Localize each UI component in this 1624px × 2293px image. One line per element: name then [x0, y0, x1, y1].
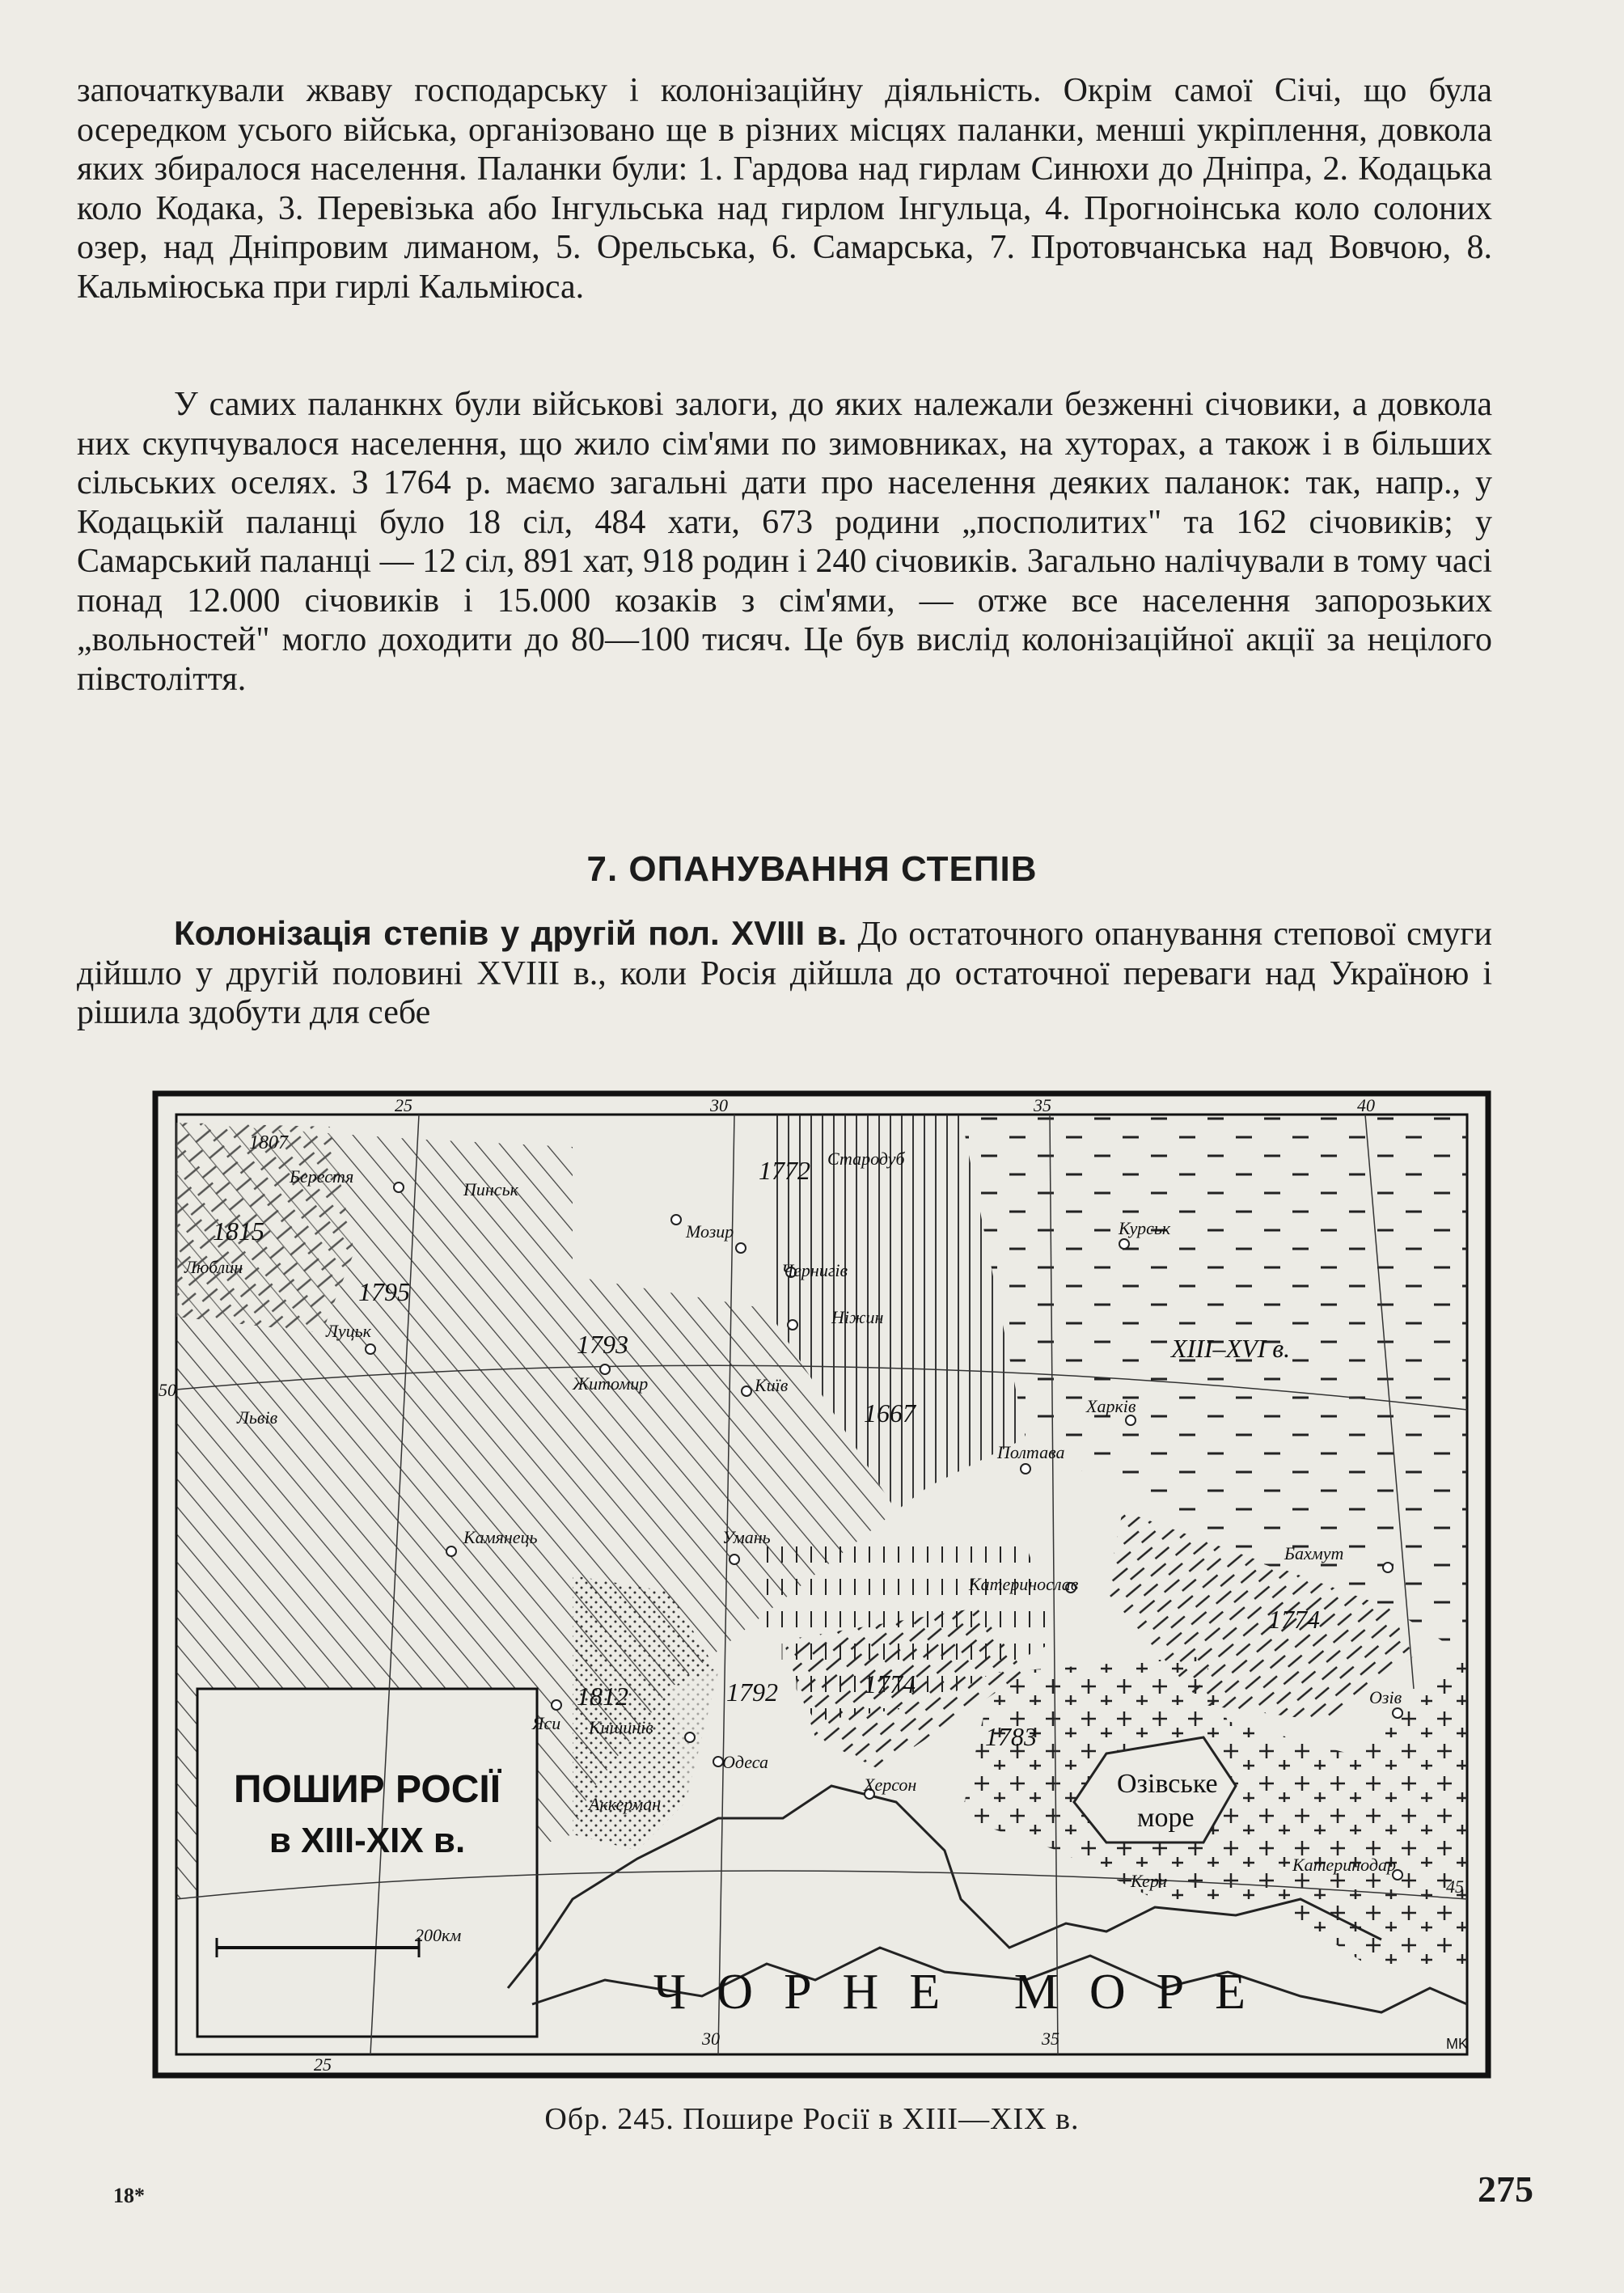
degree-top-30: 30: [710, 1095, 728, 1115]
paragraph-2: У самих паланкнх були військові залоги, до яких належали безженні січовики, а довкола них скупчувалося населення, що жило сім'ями по зимовниках, на хуторах, а також і в більших сільських оселях. З 1764 р. маємо загальні дати про населення деяких паланок: так, напр., у Кодацькій паланці було 18 сіл, 484 хати, 673 родини „посполитих" та 162 січовиків; у Самарський паланці — 12 сіл, 891 хат, 918 родин і 240 січовиків. Загально налічували в тому часі понад 12.000 січовиків і 15.000 козаків з сім'ями, — отже все населення запорозьких „вольностей" могло доходити до 80—100 тисяч. Це був вислід колонізаційної акції за нецілого півстоліття.: [77, 386, 1492, 698]
city-yasy: Яси: [532, 1713, 561, 1733]
year-1774-east: 1774: [1268, 1605, 1320, 1634]
degree-top-25: 25: [395, 1095, 412, 1115]
city-kyshyniv: Кишинів: [589, 1717, 653, 1737]
city-kamianets: Камянець: [463, 1527, 538, 1547]
degree-side-50: 50: [159, 1380, 176, 1400]
paragraph-1: започаткували жваву господарську і колонізаційну діяльність. Окрім самої Січі, що була осередком усього війська, організовано ще в різних місцях паланки, менші укріплення, довкола яких збиралося населення. Паланки були: 1. Гардова над гирлам Синюхи до Дніпра, 2. Кодацька коло Кодака, 3. Перевізька або Інгульська над гирлом Інгульца, 4. Прогноінська коло солоних озер, над Дніпровим лиманом, 5. Орельська, 6. Самарська, 7. Протовчанська над Вовчою, 8. Кальміюська при гирлі Кальміюса.: [77, 72, 1492, 306]
city-zhytomyr: Житомир: [573, 1373, 649, 1394]
city-kursk: Курськ: [1119, 1218, 1171, 1238]
city-lutsk: Луцьк: [326, 1321, 371, 1341]
year-1812: 1812: [577, 1682, 628, 1711]
page-number: 275: [1478, 2168, 1533, 2210]
city-katerynoslav: Катеринослав: [969, 1574, 1079, 1594]
city-nizhyn: Ніжин: [831, 1307, 884, 1327]
figure-caption: Обр. 245. Поширe Росії в XIII—XIX в.: [544, 2102, 1080, 2136]
paragraph-3-run-head: Колонізація степів у другій пол. XVIII в.: [174, 914, 848, 952]
sea-azov-line2: море: [1137, 1803, 1195, 1833]
signature-mark: 18*: [113, 2184, 145, 2207]
year-1667: 1667: [864, 1398, 916, 1428]
city-pinsk: Пинськ: [463, 1179, 518, 1199]
city-kherson: Херсон: [864, 1775, 917, 1795]
city-kyiv: Київ: [755, 1375, 789, 1395]
city-oziv: Озів: [1369, 1687, 1402, 1707]
year-1807: 1807: [249, 1132, 288, 1153]
city-katerynodar: Катеринодар: [1292, 1855, 1397, 1875]
city-odesa: Одеса: [722, 1752, 768, 1772]
paragraph-3-text: До остаточного опанування степової смуги дійшло у другій половині XVIII в., коли Росія дійшла до остаточної переваги над Україною і рішила здобути для себе: [77, 916, 1492, 1031]
city-kharkiv: Харків: [1086, 1396, 1136, 1416]
map-signature: MK: [1446, 2036, 1468, 2052]
year-1793: 1793: [577, 1330, 628, 1359]
year-1774-south: 1774: [864, 1669, 916, 1699]
year-1795: 1795: [358, 1277, 410, 1306]
city-chernihiv: Чернигів: [781, 1260, 848, 1280]
degree-top-40: 40: [1357, 1095, 1375, 1115]
degree-bottom-35: 35: [1042, 2029, 1059, 2049]
city-berestia: Берестя: [290, 1166, 354, 1187]
year-1783: 1783: [985, 1722, 1037, 1751]
city-bakhmut: Бахмут: [1284, 1543, 1344, 1563]
degree-top-35: 35: [1034, 1095, 1051, 1115]
city-mozyr: Мозир: [686, 1221, 734, 1242]
map-title-line2: в XIII-XIX в.: [269, 1821, 466, 1860]
degree-side-45: 45: [1446, 1876, 1464, 1897]
sea-azov-line1: Озівське: [1117, 1769, 1218, 1799]
city-kerch: Керч: [1131, 1871, 1168, 1891]
paragraph-3: [77, 914, 1492, 1033]
city-lublin: Люблин: [184, 1257, 243, 1277]
city-starodub: Стародуб: [827, 1149, 905, 1169]
section-heading: 7. ОПАНУВАННЯ СТЕПІВ: [586, 849, 1038, 889]
city-poltava: Полтава: [997, 1442, 1065, 1462]
degree-bottom-30: 30: [702, 2029, 720, 2049]
city-lviv: Львів: [237, 1407, 278, 1428]
sea-black: ЧОРНЕ МОРЕ: [653, 1965, 1276, 2020]
year-1792: 1792: [726, 1677, 778, 1707]
city-uman: Умань: [722, 1527, 771, 1547]
year-1772: 1772: [759, 1156, 810, 1185]
degree-bottom-25: 25: [314, 2054, 332, 2075]
year-xiii-xvi: XIII–XVI в.: [1171, 1334, 1291, 1363]
map-figure: [152, 1090, 1491, 2079]
city-akkerman: Аккерман: [589, 1794, 662, 1814]
year-1815: 1815: [213, 1216, 264, 1246]
map-title-line1: ПОШИР РОСІЇ: [234, 1768, 501, 1811]
map-scale-label: 200км: [415, 1925, 462, 1945]
